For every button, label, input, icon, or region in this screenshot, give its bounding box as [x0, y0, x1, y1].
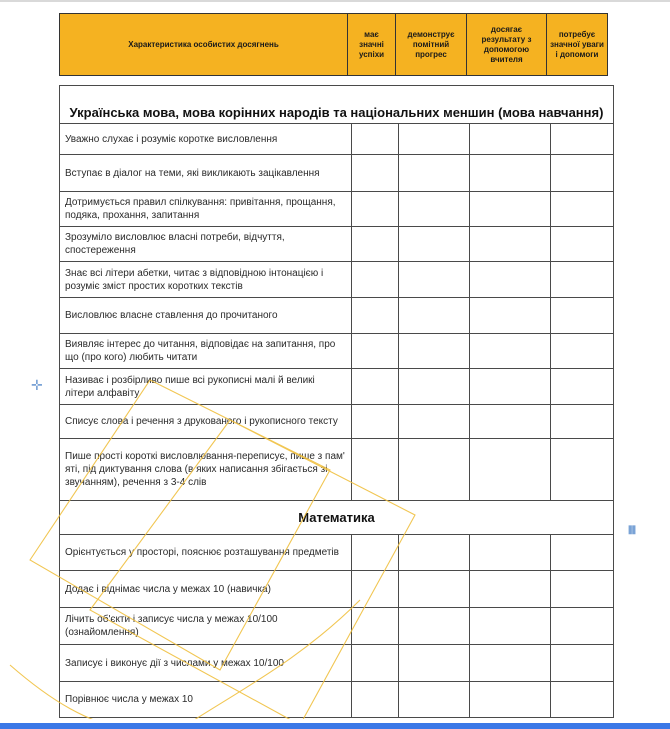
table-row: [60, 405, 614, 439]
row-label: Вступає в діалог на теми, які викликають зацікавлення: [60, 155, 352, 192]
grade-cell[interactable]: [352, 439, 399, 501]
grade-cell[interactable]: [470, 645, 551, 682]
table-row: [60, 192, 614, 227]
table-row: [60, 155, 614, 192]
grade-cell[interactable]: [551, 334, 614, 369]
grade-cell[interactable]: [399, 405, 470, 439]
grade-cell[interactable]: [399, 571, 470, 608]
header-level-1: має значні успіхи: [348, 14, 396, 76]
row-label: Записує і виконує дії з числами у межах 10/100: [60, 645, 352, 682]
table-row: [60, 535, 614, 571]
grade-cell[interactable]: [399, 155, 470, 192]
header-level-2: демонструє помітний прогрес: [396, 14, 467, 76]
row-label: Орієнтується у просторі, пояснює розташування предметів: [60, 535, 352, 571]
grade-cell[interactable]: [352, 405, 399, 439]
grade-cell[interactable]: [551, 645, 614, 682]
move-icon[interactable]: ✛: [31, 377, 43, 393]
grade-cell[interactable]: [470, 155, 551, 192]
grade-cell[interactable]: [399, 535, 470, 571]
table-row: [60, 334, 614, 369]
table-row: [60, 124, 614, 155]
grade-cell[interactable]: [352, 645, 399, 682]
grade-cell[interactable]: [551, 262, 614, 298]
grade-cell[interactable]: [470, 298, 551, 334]
section-title-math: Математика: [60, 501, 614, 535]
grade-cell[interactable]: [352, 192, 399, 227]
grade-cell[interactable]: [551, 439, 614, 501]
top-divider: [0, 0, 670, 2]
grade-cell[interactable]: [470, 334, 551, 369]
table-row: [60, 608, 614, 645]
grade-cell[interactable]: [399, 608, 470, 645]
table-row: [60, 439, 614, 501]
grade-cell[interactable]: [470, 535, 551, 571]
grade-cell[interactable]: [551, 227, 614, 262]
grade-cell[interactable]: [352, 334, 399, 369]
grade-cell[interactable]: [551, 571, 614, 608]
grade-cell[interactable]: [470, 571, 551, 608]
row-label: Додає і віднімає числа у межах 10 (навичка): [60, 571, 352, 608]
grade-cell[interactable]: [470, 262, 551, 298]
grade-cell[interactable]: [352, 369, 399, 405]
grade-cell[interactable]: [352, 262, 399, 298]
grade-cell[interactable]: [470, 608, 551, 645]
table-row: [60, 571, 614, 608]
section-title-row: [60, 501, 614, 535]
bottom-scroll-bar[interactable]: [0, 723, 670, 729]
table-row: [60, 645, 614, 682]
grade-cell[interactable]: [399, 645, 470, 682]
grade-cell[interactable]: [399, 298, 470, 334]
grade-cell[interactable]: [352, 298, 399, 334]
grade-cell[interactable]: [399, 262, 470, 298]
pause-icon[interactable]: ⏸: [627, 519, 637, 541]
grade-cell[interactable]: [551, 298, 614, 334]
grade-cell[interactable]: [551, 155, 614, 192]
grade-cell[interactable]: [399, 192, 470, 227]
grade-cell[interactable]: [352, 535, 399, 571]
row-label: Уважно слухає і розуміє коротке висловлення: [60, 124, 352, 155]
grade-cell[interactable]: [470, 192, 551, 227]
header-level-3: досягає результату з допомогою вчителя: [467, 14, 547, 76]
grade-cell[interactable]: [551, 405, 614, 439]
grade-cell[interactable]: [399, 369, 470, 405]
grade-cell[interactable]: [551, 192, 614, 227]
grade-cell[interactable]: [399, 227, 470, 262]
grade-cell[interactable]: [352, 571, 399, 608]
grade-cell[interactable]: [551, 124, 614, 155]
section-title-row: [60, 86, 614, 124]
header-characteristic: Характеристика особистих досягнень: [60, 14, 348, 76]
table-row: [60, 682, 614, 718]
row-label: Знає всі літери абетки, читає з відповідною інтонацією і розуміє зміст простих коротких текстів: [60, 262, 352, 298]
grade-cell[interactable]: [399, 439, 470, 501]
table-row: [60, 298, 614, 334]
grade-cell[interactable]: [352, 155, 399, 192]
grade-cell[interactable]: [470, 227, 551, 262]
row-label: Висловлює власне ставлення до прочитаного: [60, 298, 352, 334]
grade-cell[interactable]: [399, 682, 470, 718]
grade-cell[interactable]: [551, 535, 614, 571]
header-table: [59, 13, 608, 76]
grade-cell[interactable]: [470, 369, 551, 405]
grade-cell[interactable]: [352, 124, 399, 155]
table-row: [60, 227, 614, 262]
section-title-language: Українська мова, мова корінних народів та національних меншин (мова навчання): [60, 86, 614, 124]
row-label: Пише прості короткі висловлювання-переписує, пише з пам' яті, під диктування слова (в яких написання збігається зі звучанням), речення з 3-4 слів: [60, 439, 352, 501]
grade-cell[interactable]: [399, 124, 470, 155]
row-label: Дотримується правил спілкування: привітання, прощання, подяка, прохання, запитання: [60, 192, 352, 227]
grade-cell[interactable]: [470, 405, 551, 439]
row-label: Списує слова і речення з друкованого і рукописного тексту: [60, 405, 352, 439]
grade-cell[interactable]: [352, 227, 399, 262]
row-label: Називає і розбірливо пише всі рукописні малі й великі літери алфавіту: [60, 369, 352, 405]
grade-cell[interactable]: [399, 334, 470, 369]
row-label: Порівнює числа у межах 10: [60, 682, 352, 718]
grade-cell[interactable]: [470, 439, 551, 501]
grade-cell[interactable]: [352, 608, 399, 645]
row-label: Виявляє інтерес до читання, відповідає на запитання, про що (про кого) любить читати: [60, 334, 352, 369]
row-label: Лічить об'єкти і записує числа у межах 10/100 (ознайомлення): [60, 608, 352, 645]
grade-cell[interactable]: [551, 369, 614, 405]
row-label: Зрозуміло висловлює власні потреби, відчуття, спостереження: [60, 227, 352, 262]
grade-cell[interactable]: [470, 682, 551, 718]
achievements-table: [59, 85, 614, 718]
table-row: [60, 369, 614, 405]
table-row: [60, 262, 614, 298]
grade-cell[interactable]: [470, 124, 551, 155]
header-level-4: потребує значної уваги і допомоги: [547, 14, 608, 76]
grade-cell[interactable]: [352, 682, 399, 718]
grade-cell[interactable]: [551, 608, 614, 645]
grade-cell[interactable]: [551, 682, 614, 718]
